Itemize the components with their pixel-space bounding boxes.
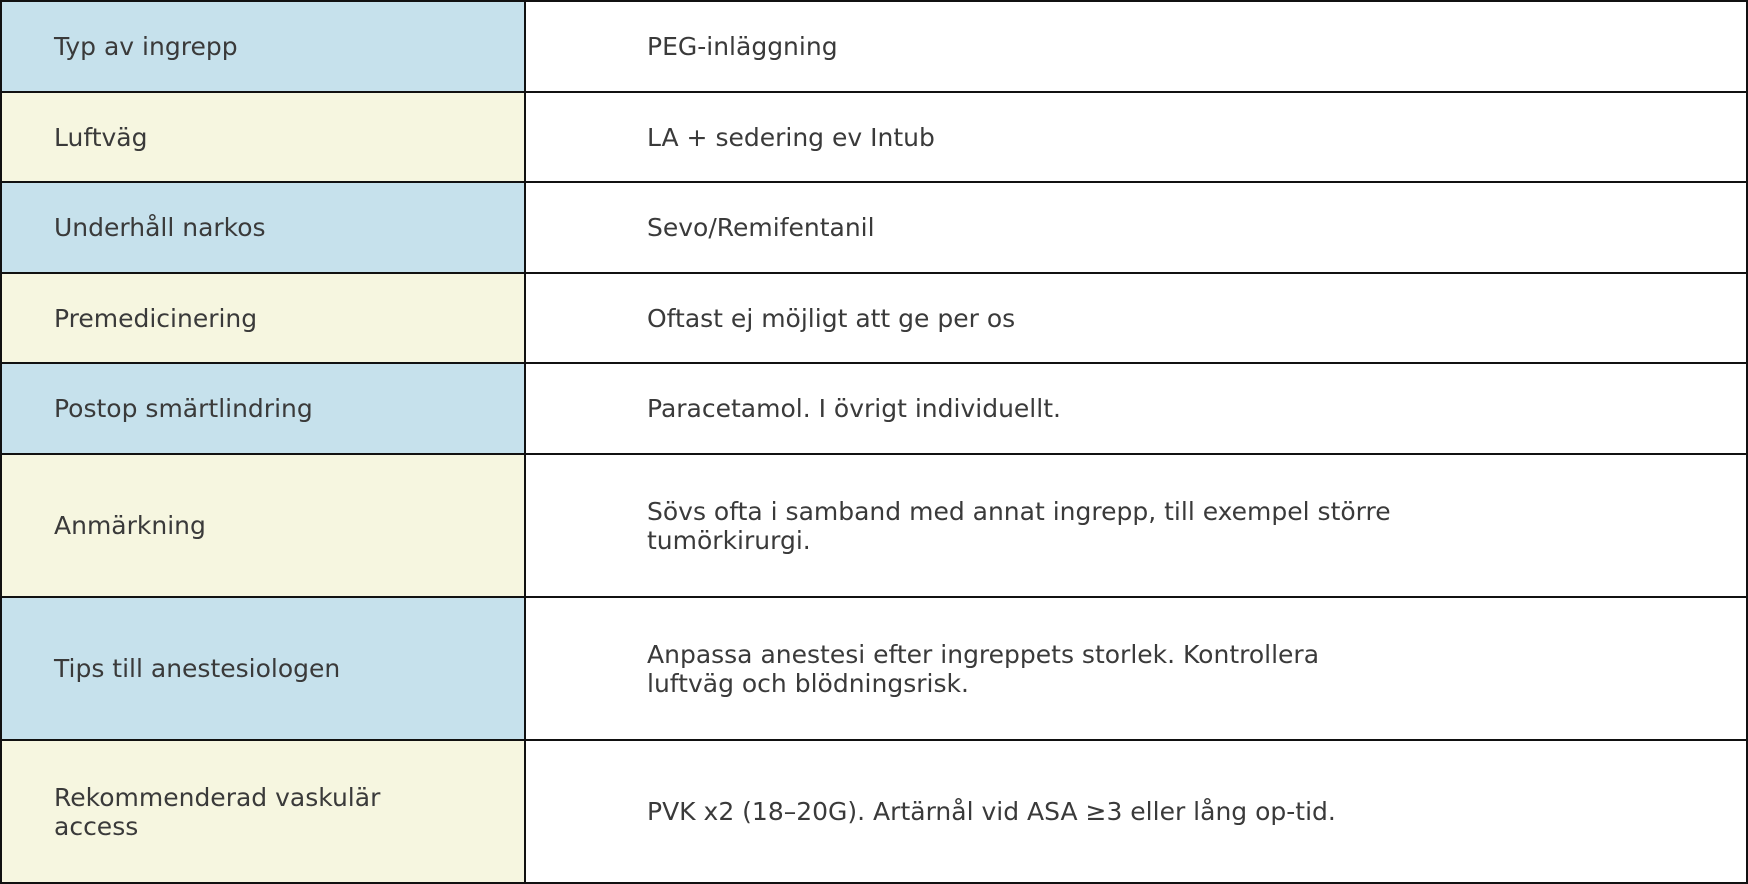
row-label-cell bbox=[2, 741, 526, 882]
table-row bbox=[2, 364, 1746, 455]
row-value: Sövs ofta i samband med annat ingrepp, till exempel större tumörkirurgi. bbox=[647, 496, 1391, 555]
table-row bbox=[2, 455, 1746, 598]
table-row bbox=[2, 2, 1746, 93]
row-value-cell bbox=[526, 598, 1746, 739]
table-row bbox=[2, 274, 1746, 364]
row-value-cell bbox=[526, 183, 1746, 272]
row-value-cell bbox=[526, 455, 1746, 596]
table-row bbox=[2, 741, 1746, 882]
row-label: Luftväg bbox=[54, 122, 148, 152]
row-label-cell bbox=[2, 364, 526, 453]
row-label: Premedicinering bbox=[54, 303, 258, 333]
row-label-cell bbox=[2, 2, 526, 91]
row-label-cell bbox=[2, 274, 526, 362]
row-value: Paracetamol. I övrigt individuellt. bbox=[647, 394, 1061, 423]
row-label-cell bbox=[2, 93, 526, 181]
row-value: Oftast ej möjligt att ge per os bbox=[647, 303, 1016, 333]
row-label-cell bbox=[2, 598, 526, 739]
row-label: Anmärkning bbox=[54, 511, 206, 540]
row-value-cell bbox=[526, 274, 1746, 362]
row-value: LA + sedering ev Intub bbox=[647, 122, 935, 152]
row-value: Anpassa anestesi efter ingreppets storlek. Kontrollera luftväg och blödningsrisk. bbox=[647, 639, 1320, 698]
row-value-cell bbox=[526, 364, 1746, 453]
row-label: Underhåll narkos bbox=[54, 213, 266, 242]
row-value-cell bbox=[526, 93, 1746, 181]
row-value: PVK x2 (18–20G). Artärnål vid ASA ≥3 eller lång op-tid. bbox=[647, 797, 1336, 826]
row-label: Typ av ingrepp bbox=[54, 32, 238, 61]
row-value: Sevo/Remifentanil bbox=[647, 213, 875, 242]
row-value-cell bbox=[526, 741, 1746, 882]
row-label: Rekommenderad vaskulär access bbox=[54, 782, 381, 841]
table-row bbox=[2, 598, 1746, 741]
row-value: PEG-inläggning bbox=[647, 32, 838, 61]
table-row bbox=[2, 183, 1746, 274]
row-label-cell bbox=[2, 183, 526, 272]
row-label: Tips till anestesiologen bbox=[54, 654, 341, 683]
row-value-cell bbox=[526, 2, 1746, 91]
row-label-cell bbox=[2, 455, 526, 596]
table-row bbox=[2, 93, 1746, 183]
row-label: Postop smärtlindring bbox=[54, 394, 313, 423]
